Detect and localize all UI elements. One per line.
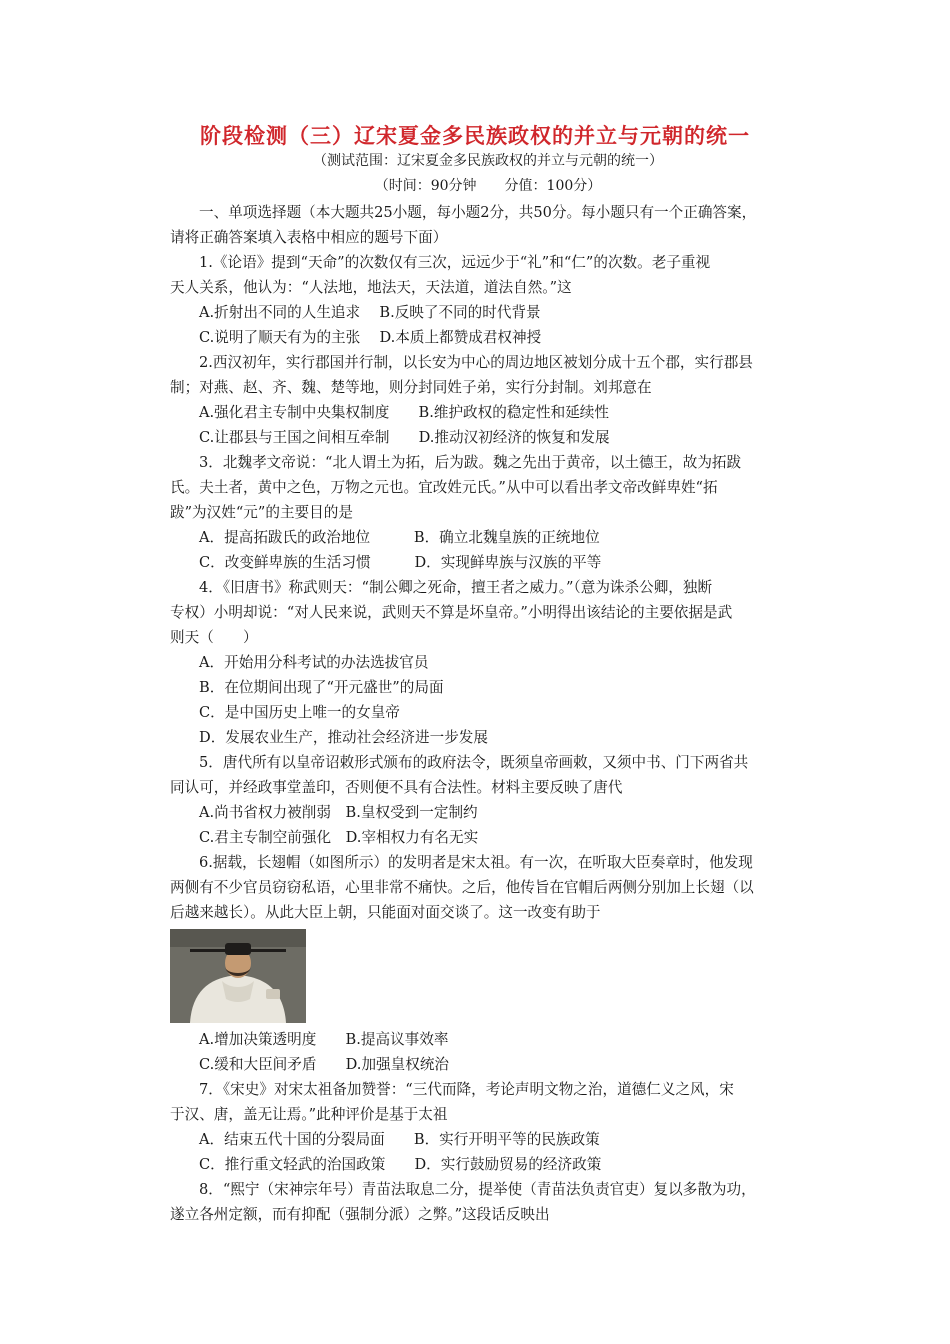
q6-stem: 6.据载，长翅帽（如图所示）的发明者是宋太祖。有一次，在听取大臣奏章时，他发现 [199,854,753,871]
q4-option-b: B．在位期间出现了“开元盛世”的局面 [199,679,444,696]
q7-stem-cont: 于汉、唐，盖无让焉。”此种评价是基于太祖 [170,1106,448,1123]
q3-stem-cont2: 跋”为汉姓“元”的主要目的是 [170,504,353,521]
q6-stem-cont: 两侧有不少官员窃窃私语，心里非常不痛快。之后，他传旨在官帽后两侧分别加上长翅（以 [170,879,754,896]
q5-options-cd: C.君主专制空前强化 D.宰相权力有名无实 [199,829,479,846]
q4-option-d: D．发展农业生产，推动社会经济进一步发展 [199,729,488,746]
q4-option-c: C．是中国历史上唯一的女皇帝 [199,704,400,721]
q6-options-cd: C.缓和大臣间矛盾 D.加强皇权统治 [199,1056,450,1073]
q4-stem-cont: 专权）小明却说：“对人民来说，武则天不算是坏皇帝。”小明得出该结论的主要依据是武 [170,604,733,621]
test-scope: （测试范围：辽宋夏金多民族政权的并立与元朝的统一） [313,153,663,169]
q5-options-ab: A.尚书省权力被削弱 B.皇权受到一定制约 [199,804,478,821]
q1-options-ab: A.折射出不同的人生追求 B.反映了不同的时代背景 [199,304,541,321]
q8-stem: 8．“熙宁（宋神宗年号）青苗法取息二分，提举使（青苗法负责官吏）复以多散为功， [199,1181,756,1198]
exam-content [170,200,810,1227]
q3-options-ab: A．提高拓跋氏的政治地位 B．确立北魏皇族的正统地位 [199,529,600,546]
section-heading: 一、单项选择题（本大题共25小题，每小题2分，共50分。每小题只有一个正确答案， [199,204,757,221]
time-and-score: （时间：90分钟 分值：100分） [374,178,602,194]
q4-stem: 4．《旧唐书》称武则天：“制公卿之死命，擅王者之威力。”（意为诛杀公卿，独断 [199,579,713,596]
song-taizu-portrait-image [170,929,306,1023]
q3-options-cd: C．改变鲜卑族的生活习惯 D．实现鲜卑族与汉族的平等 [199,554,602,571]
q3-stem: 3．北魏孝文帝说：“北人谓土为拓，后为跋。魏之先出于黄帝，以土德王，故为拓跋 [199,454,742,471]
portrait-illustration [170,929,306,1023]
q2-options-cd: C.让郡县与王国之间相互牵制 D.推动汉初经济的恢复和发展 [199,429,610,446]
q8-stem-cont: 遂立各州定额，而有抑配（强制分派）之弊。”这段话反映出 [170,1206,550,1223]
q5-stem-cont: 同认可，并经政事堂盖印，否则便不具有合法性。材料主要反映了唐代 [170,779,623,796]
q1-options-cd: C.说明了顺天有为的主张 D.本质上都赞成君权神授 [199,329,542,346]
q1-stem-cont: 天人关系，他认为：“人法地，地法天，天法道，道法自然。”这 [170,279,572,296]
q3-stem-cont: 氏。夫土者，黄中之色，万物之元也。宜改姓元氏。”从中可以看出孝文帝改鲜卑姓“拓 [170,479,718,496]
q7-options-ab: A．结束五代十国的分裂局面 B．实行开明平等的民族政策 [199,1131,600,1148]
q4-stem-cont2: 则天（ ） [170,629,258,646]
q2-options-ab: A.强化君主专制中央集权制度 B.维护政权的稳定性和延续性 [199,404,609,421]
q6-options-ab: A.增加决策透明度 B.提高议事效率 [199,1031,449,1048]
q5-stem: 5．唐代所有以皇帝诏敕形式颁布的政府法令，既须皇帝画敕，又须中书、门下两省共 [199,754,749,771]
q7-options-cd: C．推行重文轻武的治国政策 D．实行鼓励贸易的经济政策 [199,1156,602,1173]
q1-stem: 1.《论语》提到“天命”的次数仅有三次，远远少于“礼”和“仁”的次数。老子重视 [199,254,711,271]
q4-option-a: A．开始用分科考试的办法选拔官员 [199,654,429,671]
section-heading-cont: 请将正确答案填入表格中相应的题号下面） [170,229,448,246]
q2-stem: 2.西汉初年，实行郡国并行制，以长安为中心的周边地区被划分成十五个郡，实行郡县 [199,354,753,371]
q2-stem-cont: 制；对燕、赵、齐、魏、楚等地，则分封同姓子弟，实行分封制。刘邦意在 [170,379,652,396]
page-title: 阶段检测（三）辽宋夏金多民族政权的并立与元朝的统一 [200,123,750,148]
q7-stem: 7．《宋史》对宋太祖备加赞誉：“三代而降，考论声明文物之治，道德仁义之风，宋 [199,1081,734,1098]
q6-stem-cont2: 后越来越长）。从此大臣上朝，只能面对面交谈了。这一改变有助于 [170,904,601,921]
